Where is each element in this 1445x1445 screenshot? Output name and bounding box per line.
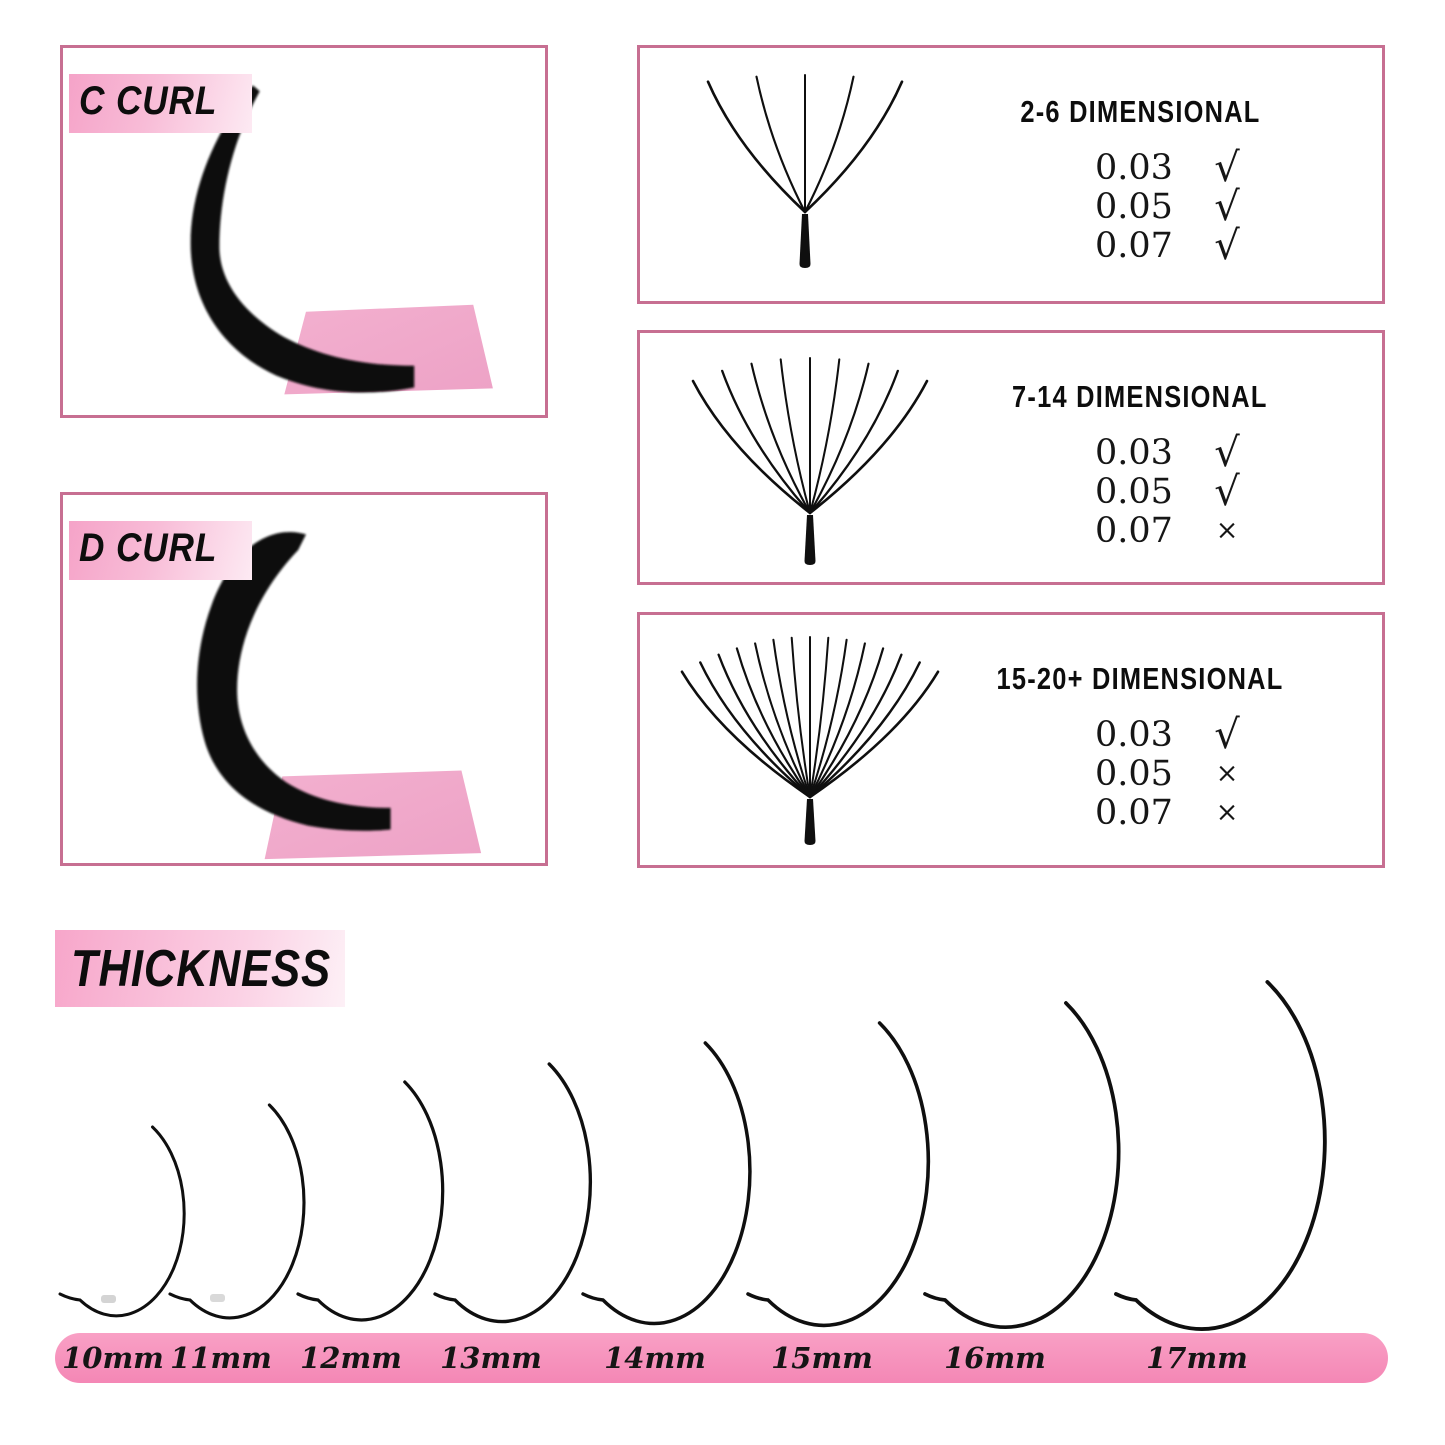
option-row	[1095, 793, 1249, 832]
dimensional-card-7-14	[637, 330, 1385, 585]
option-row	[1095, 711, 1249, 758]
option-row	[1095, 222, 1249, 269]
d-curl-card	[60, 492, 548, 866]
availability-mark: √	[1214, 429, 1240, 476]
d-curl-label	[69, 521, 252, 580]
option-row	[1095, 511, 1249, 550]
length-label: 16mm	[944, 1341, 1046, 1375]
length-label: 13mm	[440, 1341, 542, 1375]
dimensional-title: 15-20+ DIMENSIONAL	[996, 661, 1284, 696]
option-row	[1095, 183, 1249, 230]
thickness-heading	[55, 930, 345, 1007]
length-label: 17mm	[1146, 1341, 1248, 1375]
availability-mark: √	[1214, 711, 1240, 758]
c-curl-card	[60, 45, 548, 418]
availability-mark: ×	[1215, 514, 1239, 546]
size-value: 0.03	[1095, 432, 1173, 473]
size-value: 0.03	[1095, 714, 1173, 755]
availability-mark: ×	[1215, 796, 1239, 828]
dimensional-title: 7-14 DIMENSIONAL	[1012, 379, 1268, 414]
size-value: 0.05	[1095, 471, 1173, 512]
dimensional-card-15-20	[637, 612, 1385, 868]
size-value: 0.07	[1095, 792, 1173, 833]
availability-mark: ×	[1215, 757, 1239, 789]
option-row	[1095, 429, 1249, 476]
size-value: 0.05	[1095, 753, 1173, 794]
availability-mark: √	[1214, 144, 1240, 191]
dimensional-title: 2-6 DIMENSIONAL	[1019, 94, 1261, 129]
thickness-options	[1095, 711, 1249, 833]
option-row	[1095, 754, 1249, 793]
length-label: 15mm	[771, 1341, 873, 1375]
length-label: 11mm	[170, 1341, 272, 1375]
option-row	[1095, 144, 1249, 191]
availability-mark: √	[1214, 183, 1240, 230]
c-curl-label-text: C CURL	[79, 79, 218, 123]
thickness-heading-text: THICKNESS	[71, 939, 331, 998]
thickness-options	[1095, 144, 1249, 269]
c-curl-label	[69, 74, 252, 133]
dimensional-card-2-6	[637, 45, 1385, 304]
size-value: 0.05	[1095, 186, 1173, 227]
availability-mark: √	[1214, 468, 1240, 515]
length-label: 12mm	[300, 1341, 402, 1375]
availability-mark: √	[1214, 222, 1240, 269]
size-value: 0.07	[1095, 510, 1173, 551]
size-value: 0.03	[1095, 147, 1173, 188]
length-label: 10mm	[62, 1341, 164, 1375]
d-curl-label-text: D CURL	[79, 526, 218, 570]
thickness-options	[1095, 429, 1249, 551]
size-value: 0.07	[1095, 225, 1173, 266]
option-row	[1095, 468, 1249, 515]
length-label: 14mm	[604, 1341, 706, 1375]
